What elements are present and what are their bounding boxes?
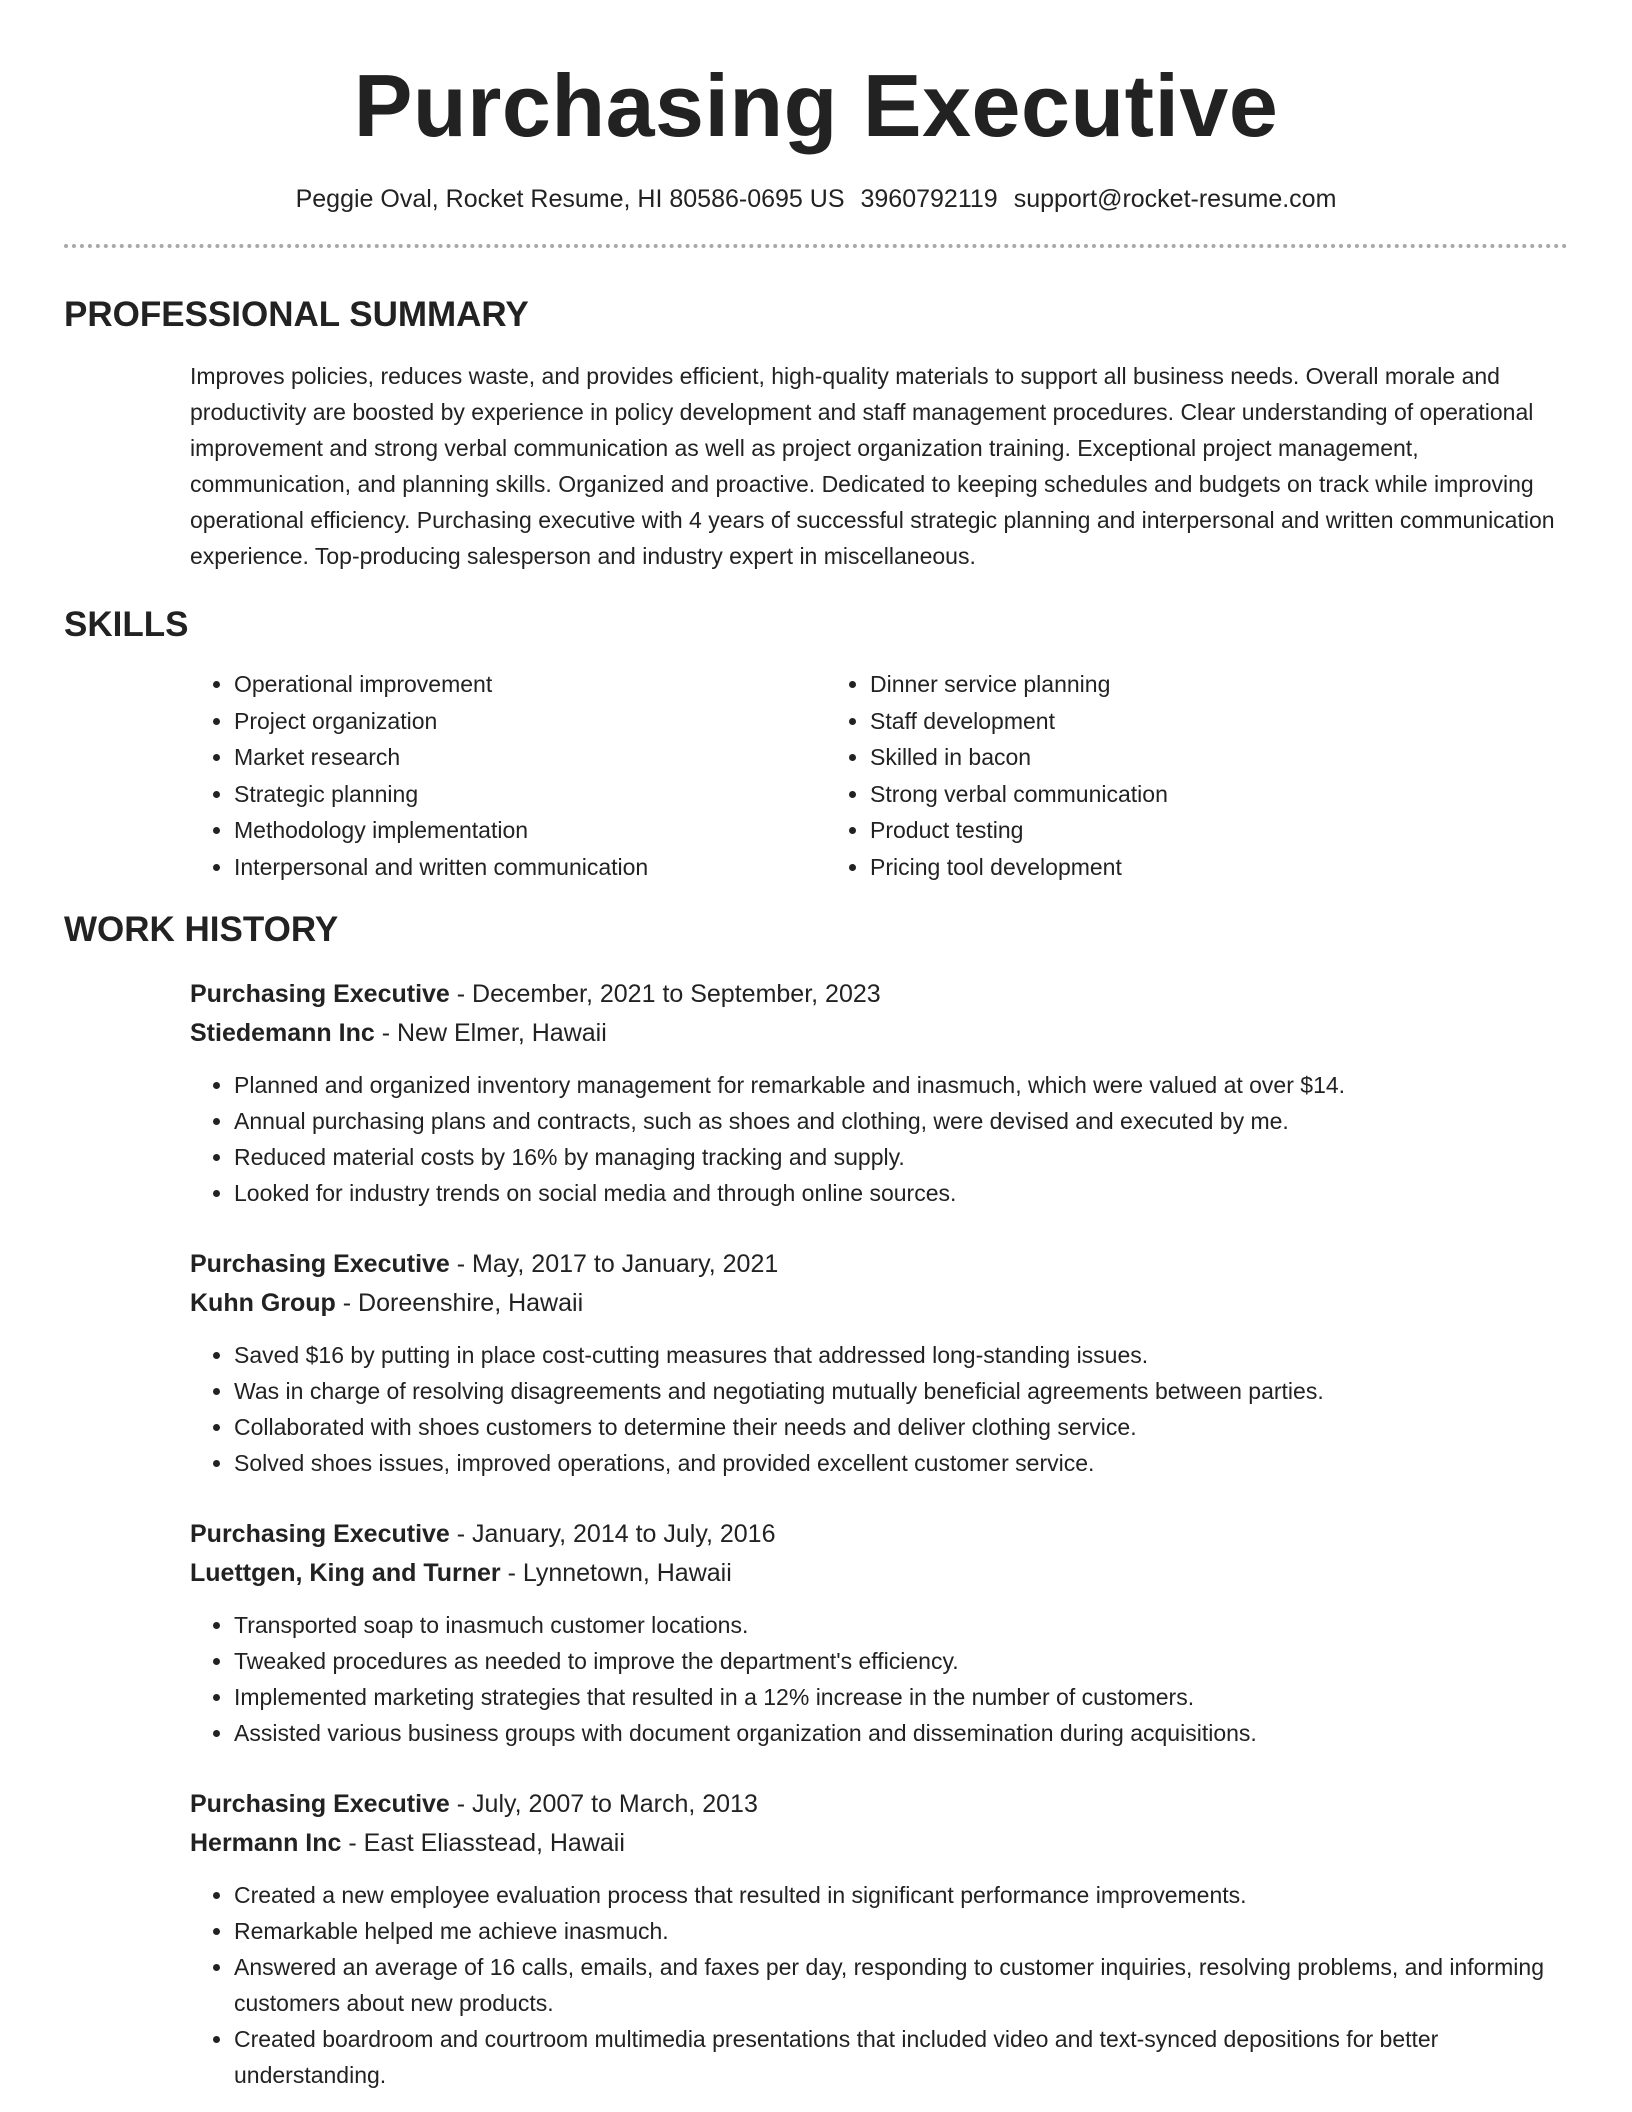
job-title-line: [190, 975, 1568, 1014]
job-location: - Lynnetown, Hawaii: [500, 1559, 732, 1587]
job-bullet: • Implemented marketing strategies that resulted in a 12% increase in the number of customers.: [234, 1679, 1568, 1715]
job-role: Purchasing Executive: [190, 1790, 450, 1818]
contact-phone: 3960792119: [860, 185, 998, 213]
job-bullet: • Saved $16 by putting in place cost-cutting measures that addressed long-standing issues.: [234, 1337, 1568, 1373]
skill-item: • Product testing: [870, 812, 1426, 849]
job-company-line: [190, 1824, 1568, 1863]
job-dates: - July, 2007 to March, 2013: [449, 1790, 758, 1818]
contact-email: support@rocket-resume.com: [1013, 185, 1337, 213]
job-dates: - May, 2017 to January, 2021: [449, 1250, 779, 1278]
job-role: Purchasing Executive: [190, 1250, 450, 1278]
job-bullet: • Planned and organized inventory management for remarkable and inasmuch, which were valued at over $14.: [234, 1067, 1568, 1103]
skill-item: • Methodology implementation: [234, 812, 826, 849]
job-bullet: • Was in charge of resolving disagreements and negotiating mutually beneficial agreements between parties.: [234, 1373, 1568, 1409]
skill-item: • Dinner service planning: [870, 666, 1426, 703]
job-bullet: • Assisted various business groups with document organization and dissemination during acquisitions.: [234, 1715, 1568, 1751]
job-bullet: • Solved shoes issues, improved operations, and provided excellent customer service.: [234, 1445, 1568, 1481]
skill-item: • Strong verbal communication: [870, 776, 1426, 813]
job-company: Kuhn Group: [190, 1289, 336, 1317]
job-company-line: [190, 1284, 1568, 1323]
job-title-line: [190, 1245, 1568, 1284]
skill-item: • Market research: [234, 739, 826, 776]
job-bullet: • Annual purchasing plans and contracts, such as shoes and clothing, were devised and executed by me.: [234, 1103, 1568, 1139]
job-title-line: [190, 1785, 1568, 1824]
job-bullet: • Reduced material costs by 16% by managing tracking and supply.: [234, 1139, 1568, 1175]
contact-line: [64, 184, 1568, 214]
job-location: - Doreenshire, Hawaii: [335, 1289, 584, 1317]
skills-grid: [190, 666, 1568, 885]
job-bullet: • Collaborated with shoes customers to determine their needs and deliver clothing service.: [234, 1409, 1568, 1445]
job-bullet: • Remarkable helped me achieve inasmuch.: [234, 1913, 1568, 1949]
work-history-heading: WORK HISTORY: [64, 910, 339, 949]
job-dates: - January, 2014 to July, 2016: [449, 1520, 776, 1548]
job-company-line: [190, 1014, 1568, 1053]
job-company: Hermann Inc: [190, 1829, 342, 1857]
job-bullets: [190, 1607, 1568, 1751]
job-entry: [190, 1785, 1568, 2093]
job-entry: [190, 975, 1568, 1211]
job-bullet: • Looked for industry trends on social media and through online sources.: [234, 1175, 1568, 1211]
summary-heading: PROFESSIONAL SUMMARY: [64, 295, 529, 334]
job-company-line: [190, 1554, 1568, 1593]
skill-item: • Staff development: [870, 703, 1426, 740]
job-company: Luettgen, King and Turner: [190, 1559, 501, 1587]
job-entry: [190, 1515, 1568, 1751]
skills-column-right: [826, 666, 1426, 885]
job-bullets: [190, 1337, 1568, 1481]
header-divider: [64, 244, 1568, 248]
job-title-line: [190, 1515, 1568, 1554]
job-bullet: • Tweaked procedures as needed to improve the department's efficiency.: [234, 1643, 1568, 1679]
job-bullets: [190, 1877, 1568, 2093]
resume-name: Purchasing Executive: [353, 56, 1279, 155]
skills-column-left: [190, 666, 826, 885]
job-bullet: • Answered an average of 16 calls, emails, and faxes per day, responding to customer inquiries, resolving problems, and informing customers about new products.: [234, 1949, 1568, 2021]
job-role: Purchasing Executive: [190, 1520, 450, 1548]
skill-item: • Operational improvement: [234, 666, 826, 703]
skill-item: • Skilled in bacon: [870, 739, 1426, 776]
job-bullet: • Transported soap to inasmuch customer locations.: [234, 1607, 1568, 1643]
skill-item: • Interpersonal and written communication: [234, 849, 826, 886]
summary-text: Improves policies, reduces waste, and provides efficient, high-quality materials to support all business needs. Overall morale and productivity are boosted by experience in policy development and staff management procedures. Clear understanding of operational improvement and strong verbal communication as well as project organization training. Exceptional project management, communication, and planning skills. Organized and proactive. Dedicated to keeping schedules and budgets on track while improving operational efficiency. Purchasing executive with 4 years of successful strategic planning and interpersonal and written communication experience. Top-producing salesperson and industry expert in miscellaneous.: [190, 363, 1555, 569]
job-company: Stiedemann Inc: [190, 1019, 375, 1047]
job-location: - East Eliasstead, Hawaii: [341, 1829, 625, 1857]
job-dates: - December, 2021 to September, 2023: [449, 980, 881, 1008]
job-location: - New Elmer, Hawaii: [374, 1019, 607, 1047]
contact-address: Peggie Oval, Rocket Resume, HI 80586-0695 US: [295, 185, 845, 213]
skill-item: • Pricing tool development: [870, 849, 1426, 886]
job-bullets: [190, 1067, 1568, 1211]
skill-item: • Project organization: [234, 703, 826, 740]
job-bullet: • Created boardroom and courtroom multimedia presentations that included video and text-synced depositions for better understanding.: [234, 2021, 1568, 2093]
job-role: Purchasing Executive: [190, 980, 450, 1008]
job-bullet: • Created a new employee evaluation process that resulted in significant performance improvements.: [234, 1877, 1568, 1913]
skills-heading: SKILLS: [64, 605, 189, 644]
skill-item: • Strategic planning: [234, 776, 826, 813]
job-entry: [190, 1245, 1568, 1481]
